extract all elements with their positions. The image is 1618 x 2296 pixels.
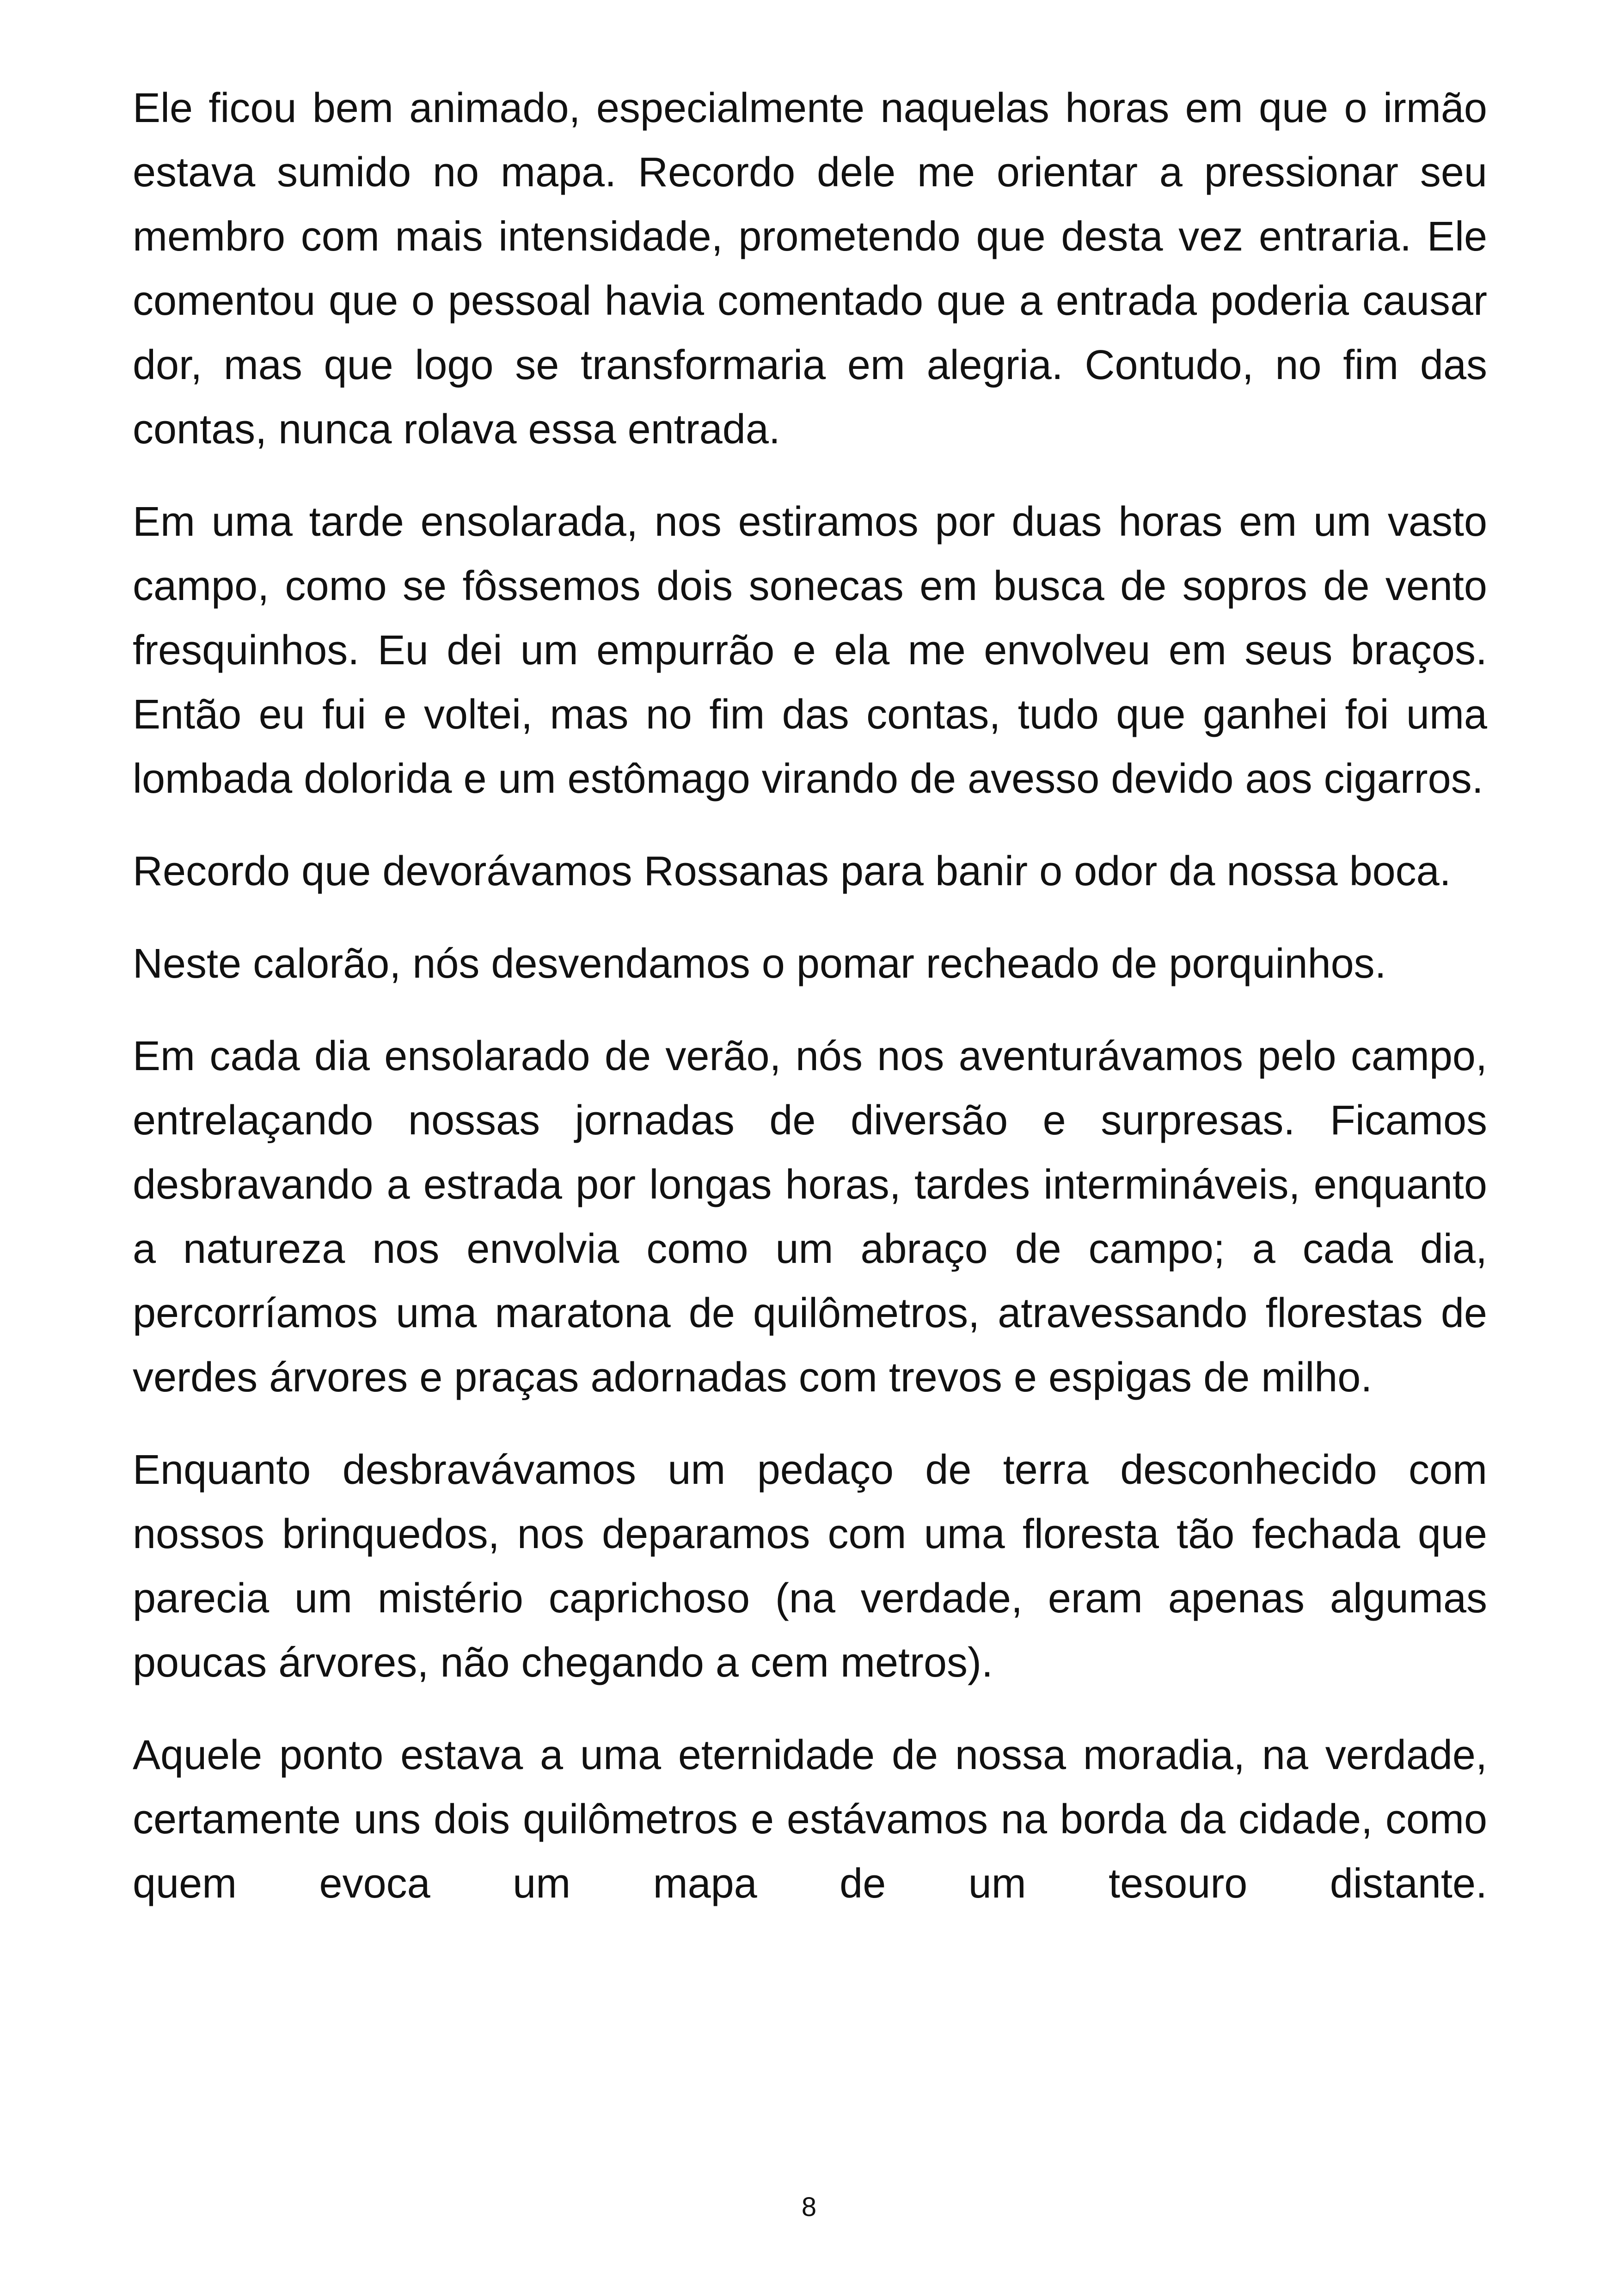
page-number: 8 [801,2192,817,2222]
paragraph: Enquanto desbravávamos um pedaço de terra desconhecido com nossos brinquedos, nos deparamos com uma floresta tão fechada que parecia um mistério caprichoso (na verdade, eram apenas algumas poucas árvores, não chegando a cem metros). [133,1447,1487,1686]
paragraph: Recordo que devorávamos Rossanas para banir o odor da nossa boca. [133,848,1451,894]
paragraph: Aquele ponto estava a uma eternidade de nossa moradia, na verdade, certamente uns dois quilômetros e estávamos na borda da cidade, como quem evoca um mapa de um tesouro distante. [133,1732,1487,1907]
paragraph: Em cada dia ensolarado de verão, nós nos aventurávamos pelo campo, entrelaçando nossas jornadas de diversão e surpresas. Ficamos desbravando a estrada por longas horas, tardes intermináveis, enquanto a natureza nos envolvia como um abraço de campo; a cada dia, percorríamos uma maratona de quilômetros, atravessando florestas de verdes árvores e praças adornadas com trevos e espigas de milho. [133,1033,1487,1401]
paragraph: Em uma tarde ensolarada, nos estiramos por duas horas em um vasto campo, como se fôssemos dois sonecas em busca de sopros de vento fresquinhos. Eu dei um empurrão e ela me envolveu em seus braços. Então eu fui e voltei, mas no fim das contas, tudo que ganhei foi uma lombada dolorida e um estômago virando de avesso devido aos cigarros. [133,499,1487,802]
paragraph: Ele ficou bem animado, especialmente naquelas horas em que o irmão estava sumido no mapa. Recordo dele me orientar a pressionar seu membro com mais intensidade, prometendo que desta vez entraria. Ele comentou que o pessoal havia comentado que a entrada poderia causar dor, mas que logo se transformaria em alegria. Contudo, no fim das contas, nunca rolava essa entrada. [133,85,1487,453]
body-text [133,76,1487,1944]
paragraph: Neste calorão, nós desvendamos o pomar recheado de porquinhos. [133,941,1386,987]
